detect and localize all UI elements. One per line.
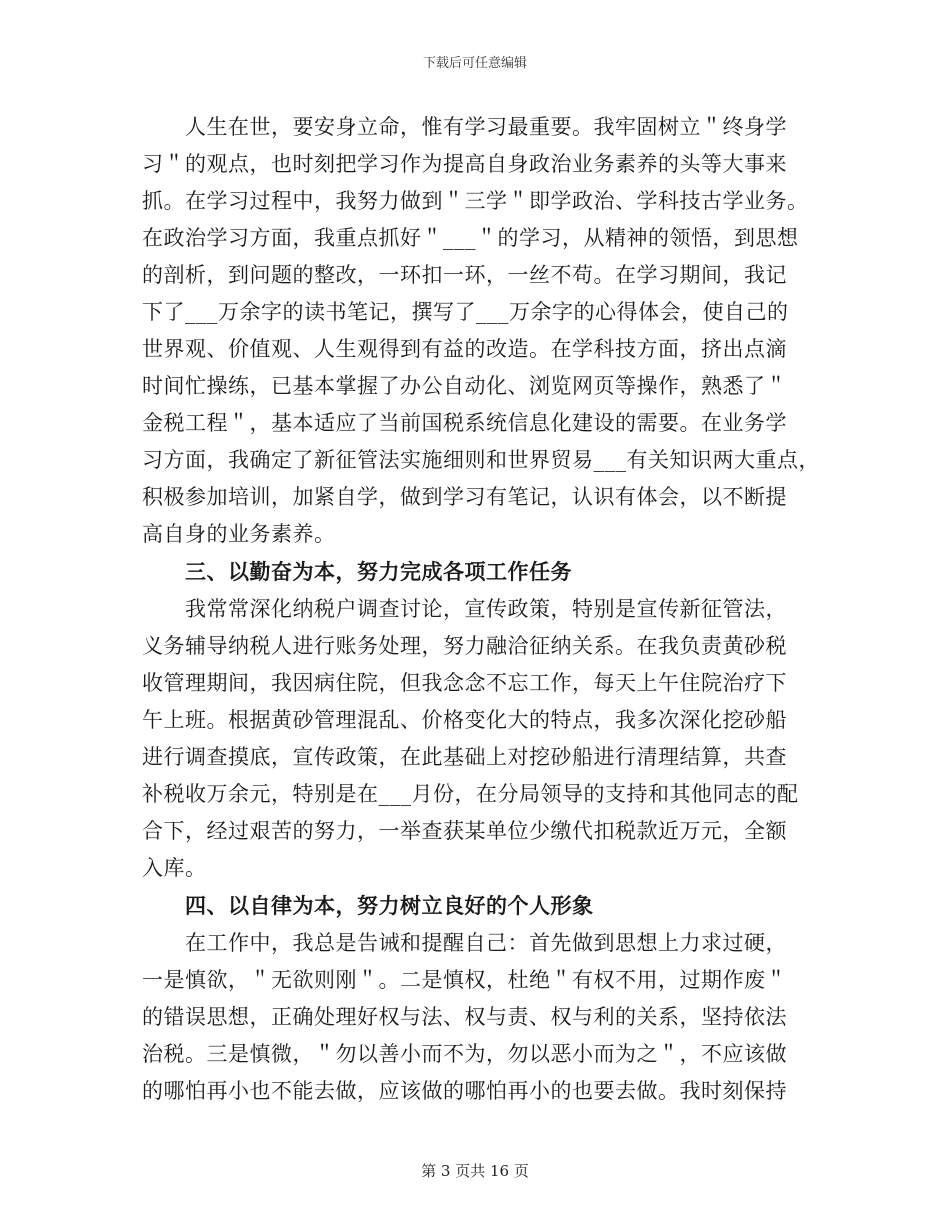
- paragraph-line: 高自身的业务素养。: [142, 522, 336, 546]
- paragraph-line: 进行调查摸底，宣传政策，在此基础上对挖砂船进行清理结算，共查: [142, 745, 787, 769]
- paragraph-line: 下了___万余字的读书笔记，撰写了___万余字的心得体会，使自己的: [142, 300, 789, 324]
- paragraph-line: 习＂的观点，也时刻把学习作为提高自身政治业务素养的头等大事来: [142, 152, 787, 176]
- paragraph-line: 积极参加培训，加紧自学，做到学习有笔记，认识有体会，以不断提: [142, 485, 787, 509]
- section-heading: 四、以自律为本，努力树立良好的个人形象: [185, 894, 594, 918]
- paragraph-line: 合下，经过艰苦的努力，一举查获某单位少缴代扣税款近万元，全额: [142, 819, 787, 843]
- paragraph-line: 世界观、价值观、人生观得到有益的改造。在学科技方面，挤出点滴: [142, 337, 787, 361]
- paragraph-line: 入库。: [142, 856, 207, 880]
- paragraph-line: 抓。在学习过程中，我努力做到＂三学＂即学政治、学科技古学业务。: [142, 189, 809, 213]
- paragraph-line: 的错误思想，正确处理好权与法、权与责、权与利的关系，坚持依法: [142, 1005, 787, 1029]
- paragraph-line: 午上班。根据黄砂管理混乱、价格变化大的特点，我多次深化挖砂船: [142, 708, 787, 732]
- page-header: 下载后可任意编辑: [422, 56, 527, 71]
- section-heading: 三、以勤奋为本，努力完成各项工作任务: [185, 560, 572, 584]
- paragraph-line: 在政治学习方面，我重点抓好＂___＂的学习，从精神的领悟，到思想: [142, 226, 799, 250]
- paragraph-line: 在工作中，我总是告诫和提醒自己：首先做到思想上力求过硬，: [185, 931, 787, 955]
- paragraph-line: 的剖析，到问题的整改，一环扣一环，一丝不苟。在学习期间，我记: [142, 263, 787, 287]
- paragraph-line: 习方面，我确定了新征管法实施细则和世界贸易___有关知识两大重点，: [142, 448, 820, 472]
- paragraph-line: 人生在世，要安身立命，惟有学习最重要。我牢固树立＂终身学: [185, 115, 787, 139]
- paragraph-line: 治税。三是慎微，＂勿以善小而不为，勿以恶小而为之＂，不应该做: [142, 1042, 787, 1066]
- paragraph-line: 的哪怕再小也不能去做，应该做的哪怕再小的也要去做。我时刻保持: [142, 1079, 787, 1103]
- paragraph-line: 收管理期间，我因病住院，但我念念不忘工作，每天上午住院治疗下: [142, 671, 787, 695]
- paragraph-line: 时间忙操练，已基本掌握了办公自动化、浏览网页等操作，熟悉了＂: [142, 374, 787, 398]
- paragraph-line: 我常常深化纳税户调查讨论，宣传政策，特别是宣传新征管法，: [185, 597, 787, 621]
- page-number: 第 3 页共 16 页: [421, 1162, 529, 1180]
- paragraph-line: 补税收万余元，特别是在___月份，在分局领导的支持和其他同志的配: [142, 782, 799, 806]
- paragraph-line: 义务辅导纳税人进行账务处理，努力融洽征纳关系。在我负责黄砂税: [142, 634, 787, 658]
- paragraph-line: 金税工程＂，基本适应了当前国税系统信息化建设的需要。在业务学: [142, 411, 787, 435]
- paragraph-line: 一是慎欲，＂无欲则刚＂。二是慎权，杜绝＂有权不用，过期作废＂: [142, 968, 787, 992]
